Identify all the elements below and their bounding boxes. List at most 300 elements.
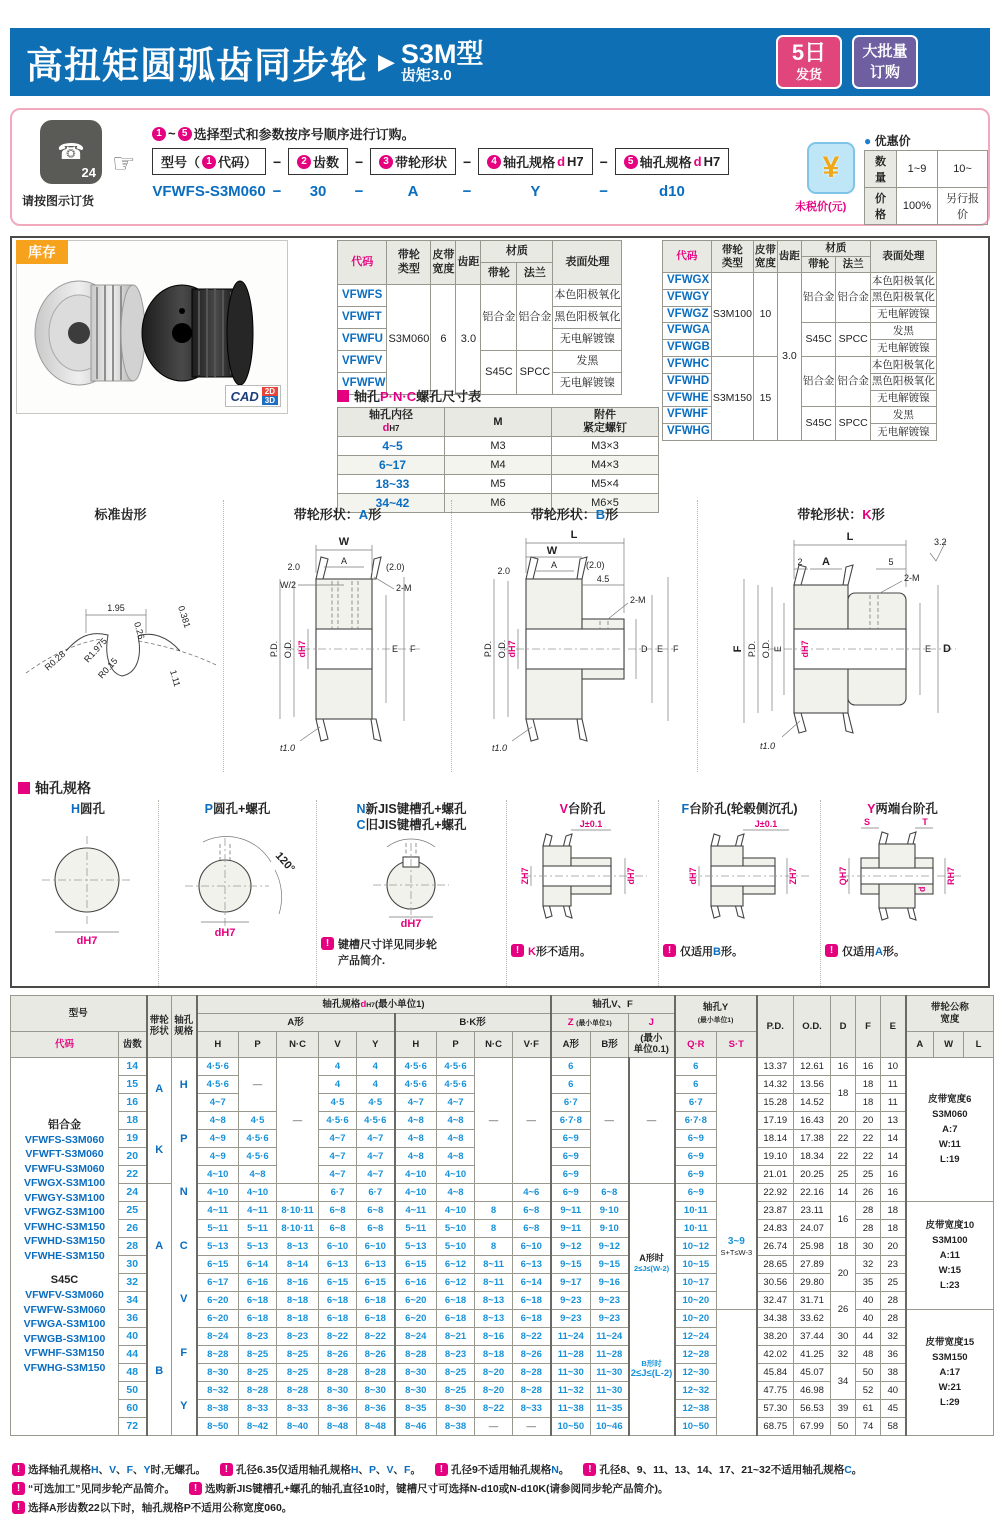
table-cell: 14: [881, 1147, 906, 1165]
table-cell: 4~10: [437, 1201, 475, 1219]
table-cell: 14.52: [794, 1093, 831, 1111]
ordering-guide: [10, 108, 990, 226]
table-cell: 18: [856, 1075, 881, 1093]
table-cell: 10~20: [675, 1291, 717, 1309]
svg-text:O.D.: O.D.: [283, 639, 293, 659]
table-cell: 8~26: [319, 1345, 357, 1363]
table-cell: VFWHC: [663, 356, 712, 373]
note-icon: !: [825, 944, 838, 957]
table-cell: 4~8: [197, 1111, 239, 1129]
table-cell: —: [475, 1057, 513, 1183]
table-cell: 8~30: [395, 1363, 437, 1381]
table-cell: 8~25: [437, 1363, 475, 1381]
table-cell: 6~18: [513, 1291, 551, 1309]
table-cell: 17.19: [757, 1111, 794, 1129]
table-cell: Q·R: [675, 1032, 717, 1058]
table-cell: 本色阳极氧化: [870, 356, 936, 373]
table-cell: —: [239, 1057, 277, 1111]
table-cell: 6~18: [357, 1291, 395, 1309]
table-cell: 4·5·6: [395, 1075, 437, 1093]
table-cell: 9·10: [591, 1201, 629, 1219]
table-cell: [717, 1309, 757, 1435]
table-cell: 附件 紧定螺钉: [552, 408, 659, 437]
footnote: ! “可选加工”见同步轮产品简介。: [12, 1481, 175, 1496]
table-cell: 4~11: [239, 1201, 277, 1219]
svg-text:W: W: [546, 545, 558, 557]
table-cell: 9~23: [591, 1309, 629, 1327]
table-cell: 4~10: [197, 1165, 239, 1183]
table-cell: 4~5: [338, 437, 445, 456]
table-cell: 26: [856, 1183, 881, 1201]
table-cell: 法兰: [836, 257, 871, 273]
table-cell: 皮带 宽度: [431, 241, 456, 285]
table-cell: N·C: [277, 1032, 319, 1058]
svg-text:120°: 120°: [272, 849, 297, 875]
table-cell: 32: [119, 1273, 147, 1291]
note-icon: !: [12, 1501, 25, 1514]
table-cell: 4·5·6: [319, 1111, 357, 1129]
table-cell: —: [513, 1417, 551, 1435]
table-cell: 齿数: [119, 1032, 147, 1058]
table-cell: 4: [319, 1057, 357, 1075]
svg-text:RH7: RH7: [946, 866, 956, 885]
table-cell: A: [906, 1032, 934, 1058]
svg-text:2: 2: [797, 557, 803, 567]
table-cell: 8~28: [513, 1363, 551, 1381]
table-cell: 26.74: [757, 1237, 794, 1255]
table-cell: 9~12: [551, 1237, 591, 1255]
note-icon: !: [220, 1463, 233, 1476]
shape-a-title: 带轮形状：A形: [293, 507, 382, 522]
table-cell: 74: [856, 1417, 881, 1435]
table-cell: 8~20: [475, 1363, 513, 1381]
table-cell: 轴孔规格dH7(最小单位1): [197, 996, 551, 1014]
bore-panel-nc: N新JIS键槽孔+螺孔 C旧JIS键槽孔+螺孔 dH7 ! 键槽尺寸详见同步轮 产品简介.: [316, 800, 506, 986]
table-cell: 9~15: [591, 1255, 629, 1273]
svg-text:A: A: [340, 556, 348, 566]
svg-text:T: T: [922, 817, 928, 827]
svg-text:P.D.: P.D.: [747, 640, 757, 658]
bore-f-note: ! 仅适用B形。: [659, 941, 820, 961]
table-cell: B·K形: [395, 1014, 551, 1032]
table-cell: 6·7: [675, 1093, 717, 1111]
table-cell: 46.98: [794, 1381, 831, 1399]
table-cell: M5: [445, 475, 552, 494]
table-cell: 44: [119, 1345, 147, 1363]
table-cell: VFWHF: [663, 407, 712, 424]
svg-text:P.D.: P.D.: [483, 640, 493, 658]
pulley-shape-diagrams: [18, 500, 984, 772]
price-cell: 数量: [865, 151, 897, 188]
table-cell: 4~8: [239, 1165, 277, 1183]
table-cell: 8~48: [357, 1417, 395, 1435]
table-cell: 17.38: [794, 1129, 831, 1147]
table-cell: 表面处理: [870, 241, 936, 273]
table-cell: 36: [881, 1345, 906, 1363]
stock-table-right: [662, 240, 937, 441]
formula-box: 4 轴孔规格 d H7: [478, 148, 593, 175]
table-cell: 6~18: [357, 1309, 395, 1327]
svg-text:dH7: dH7: [507, 640, 517, 658]
table-cell: S45C: [481, 351, 517, 395]
formula-box: 5 轴孔规格 d H7: [615, 148, 730, 175]
tooth-profile-title: 标准齿形: [94, 507, 147, 522]
table-cell: 8~28: [319, 1363, 357, 1381]
table-cell: 4·5·6: [197, 1075, 239, 1093]
table-cell: 10~46: [591, 1417, 629, 1435]
table-cell: 4: [357, 1057, 395, 1075]
table-cell: 28: [856, 1219, 881, 1237]
table-cell: P: [437, 1032, 475, 1058]
table-cell: 12~24: [675, 1327, 717, 1345]
table-cell: L: [964, 1032, 994, 1058]
svg-text:ZH7: ZH7: [788, 867, 798, 885]
spec-section: [10, 236, 990, 988]
table-cell: 6: [675, 1075, 717, 1093]
table-cell: 50: [119, 1381, 147, 1399]
table-cell: 8~24: [197, 1327, 239, 1345]
phone-order-icon: ☎ 24: [40, 120, 102, 184]
table-cell: 发黑: [870, 407, 936, 424]
table-cell: 4~7: [357, 1147, 395, 1165]
example-value: A: [407, 183, 419, 200]
shape-k-diagram: [697, 500, 984, 772]
footnote: ! 选择A形齿数22以下时，轴孔规格P不适用公称宽度060。: [12, 1500, 292, 1515]
table-cell: 代码: [338, 241, 387, 285]
table-cell: 18: [831, 1237, 856, 1255]
table-cell: 10~50: [675, 1417, 717, 1435]
table-cell: V: [319, 1032, 357, 1058]
table-cell: 18: [881, 1219, 906, 1237]
table-cell: 14: [831, 1183, 856, 1201]
table-cell: [475, 1183, 513, 1201]
formula-box: 3 带轮形状: [370, 148, 456, 175]
table-cell: 无电解镀镍: [870, 390, 936, 407]
table-cell: 9~12: [591, 1237, 629, 1255]
table-cell: 11~30: [551, 1363, 591, 1381]
table-cell: 铝合金: [801, 356, 836, 406]
price-cell: 10~: [938, 151, 988, 188]
arrow-icon: ▶: [378, 49, 395, 74]
phone-order-label: 请按图示订货: [22, 194, 95, 208]
svg-text:dH7: dH7: [400, 918, 422, 930]
table-cell: VFWFS: [338, 285, 387, 307]
table-cell: 4: [319, 1075, 357, 1093]
table-cell: 4~7: [395, 1093, 437, 1111]
table-cell: 4~8: [437, 1147, 475, 1165]
table-cell: 8~25: [437, 1381, 475, 1399]
table-cell: 4~8: [437, 1111, 475, 1129]
shape-k-title: 带轮形状：K形: [797, 507, 885, 522]
table-cell: M3×3: [552, 437, 659, 456]
table-cell: 24.07: [794, 1219, 831, 1237]
table-cell: 31.71: [794, 1291, 831, 1309]
table-cell: S3M150: [711, 356, 753, 440]
table-cell: 带轮: [481, 263, 517, 285]
table-cell: 22.92: [757, 1183, 794, 1201]
table-cell: 24.83: [757, 1219, 794, 1237]
table-cell: S45C: [801, 323, 836, 357]
table-cell: 39: [831, 1399, 856, 1417]
table-cell: 6~15: [395, 1255, 437, 1273]
table-cell: 4~8: [395, 1147, 437, 1165]
table-cell: —: [475, 1417, 513, 1435]
table-cell: S·T: [717, 1032, 757, 1058]
table-cell: 9~16: [591, 1273, 629, 1291]
table-cell: 11~38: [551, 1399, 591, 1417]
page-header: [10, 28, 990, 96]
bore-v-note: ! K形不适用。: [507, 941, 658, 961]
table-cell: 4·5: [357, 1093, 395, 1111]
table-cell: VFWFW: [338, 373, 387, 395]
table-cell: 11: [881, 1075, 906, 1093]
table-cell: 6~18: [239, 1309, 277, 1327]
table-cell: 8~33: [513, 1399, 551, 1417]
table-cell: 3~9 S+T≤W-3: [717, 1183, 757, 1309]
table-cell: 18: [831, 1075, 856, 1111]
table-cell: 40: [856, 1291, 881, 1309]
bore-panel-y: Y两端台阶孔 S T QH7 d RH7 ! 仅适用A形。: [820, 800, 984, 986]
table-cell: 14: [881, 1129, 906, 1147]
table-cell: 6~9: [551, 1129, 591, 1147]
table-cell: S45C: [801, 407, 836, 441]
table-cell: 45.07: [794, 1363, 831, 1381]
table-cell: SPCC: [836, 407, 871, 441]
table-cell: 8~22: [357, 1327, 395, 1345]
table-cell: 22.16: [794, 1183, 831, 1201]
table-cell: 6~10: [319, 1237, 357, 1255]
table-cell: 9~23: [591, 1291, 629, 1309]
table-cell: A形: [551, 1032, 591, 1058]
bore-section-title: 轴孔规格: [18, 778, 984, 798]
table-cell: 8~28: [197, 1345, 239, 1363]
table-cell: 18: [881, 1201, 906, 1219]
table-cell: 6~17: [197, 1273, 239, 1291]
svg-text:E: E: [392, 644, 399, 654]
table-cell: W: [934, 1032, 964, 1058]
table-cell: 8: [475, 1237, 513, 1255]
table-cell: 皮带 宽度: [753, 241, 777, 273]
table-cell: P.D.: [757, 996, 794, 1058]
table-cell: 68.75: [757, 1417, 794, 1435]
table-cell: 9~23: [551, 1309, 591, 1327]
note-icon: !: [435, 1463, 448, 1476]
svg-text:2-M: 2-M: [904, 573, 920, 583]
svg-text:(2.0): (2.0): [386, 562, 405, 572]
table-cell: 4·5·6: [239, 1147, 277, 1165]
bore-nc-note: ! 键槽尺寸详见同步轮 产品简介.: [317, 934, 506, 970]
table-cell: 11~28: [591, 1345, 629, 1363]
table-cell: 6~9: [675, 1183, 717, 1201]
table-cell: 5~11: [395, 1219, 437, 1237]
table-cell: 10~15: [675, 1255, 717, 1273]
table-cell: 6·7·8: [551, 1111, 591, 1129]
table-cell: 40: [881, 1381, 906, 1399]
screw-table-title: 轴孔P·N·C螺孔尺寸表: [337, 386, 659, 405]
table-cell: 19.10: [757, 1147, 794, 1165]
table-cell: 8~30: [395, 1381, 437, 1399]
table-cell: 8~26: [513, 1345, 551, 1363]
table-cell: V·F: [513, 1032, 551, 1058]
table-cell: H P N C V F Y: [172, 1057, 197, 1435]
table-cell: 11~30: [591, 1363, 629, 1381]
table-cell: 4~10: [437, 1165, 475, 1183]
svg-text:P.D.: P.D.: [269, 640, 279, 658]
table-cell: 9·10: [591, 1219, 629, 1237]
table-cell: 齿距: [456, 241, 481, 285]
table-cell: 12~32: [675, 1381, 717, 1399]
table-cell: 9~15: [551, 1255, 591, 1273]
svg-text:1.11: 1.11: [168, 668, 183, 688]
svg-text:O.D.: O.D.: [497, 639, 507, 659]
table-cell: 6~18: [513, 1309, 551, 1327]
table-cell: 8~23: [437, 1345, 475, 1363]
table-cell: 6~18: [239, 1291, 277, 1309]
table-cell: 本色阳极氧化: [553, 285, 622, 307]
table-cell: J: [629, 1014, 675, 1032]
table-cell: 12~28: [675, 1345, 717, 1363]
table-cell: 材质: [481, 241, 553, 263]
table-cell: 8: [475, 1201, 513, 1219]
table-cell: 8~50: [197, 1417, 239, 1435]
shape-a-diagram: [223, 500, 451, 772]
table-cell: 6~18: [319, 1309, 357, 1327]
screw-size-table: [337, 407, 659, 513]
svg-text:dH7: dH7: [688, 867, 698, 885]
table-cell: 10: [881, 1057, 906, 1075]
table-cell: (最小 单位0.1): [629, 1032, 675, 1058]
price-table: [864, 150, 988, 225]
svg-text:dH7: dH7: [76, 934, 98, 947]
table-cell: 37.44: [794, 1327, 831, 1345]
table-cell: 6~18: [319, 1291, 357, 1309]
svg-text:A: A: [822, 556, 830, 568]
note-icon: !: [583, 1463, 596, 1476]
table-cell: 4·5·6: [357, 1111, 395, 1129]
table-cell: 轴孔内径 dH7: [338, 408, 445, 437]
table-cell: VFWGA: [663, 323, 712, 340]
svg-text:R1.975: R1.975: [82, 636, 109, 665]
table-cell: 20: [856, 1111, 881, 1129]
table-cell: 轴孔 规格: [172, 996, 197, 1058]
table-cell: 5~13: [395, 1237, 437, 1255]
table-cell: VFWGB: [663, 340, 712, 357]
table-cell: 50: [856, 1363, 881, 1381]
table-cell: 8~21: [437, 1327, 475, 1345]
table-cell: 61: [856, 1399, 881, 1417]
table-cell: 22: [831, 1129, 856, 1147]
table-cell: 22: [856, 1147, 881, 1165]
svg-text:5: 5: [888, 557, 894, 567]
table-cell: 6~18: [437, 1291, 475, 1309]
svg-text:t1.0: t1.0: [492, 743, 508, 753]
table-cell: 发黑: [870, 323, 936, 340]
svg-text:J±0.1: J±0.1: [579, 818, 603, 829]
table-cell: 32: [881, 1327, 906, 1345]
table-cell: 50: [831, 1417, 856, 1435]
section-square-icon: [18, 782, 30, 794]
table-cell: 25.98: [794, 1237, 831, 1255]
table-cell: A B: [147, 1183, 172, 1435]
ordering-instruction: 1 ~ 5 选择型式和参数按序号顺序进行订购。: [152, 124, 415, 143]
stock-table-left: [337, 240, 622, 395]
price-cell: 价格: [865, 188, 897, 225]
table-cell: 8: [475, 1219, 513, 1237]
table-cell: 轴孔Y (最小单位1): [675, 996, 757, 1032]
table-cell: 11~30: [591, 1381, 629, 1399]
table-cell: 8~33: [277, 1399, 319, 1417]
table-cell: 23.11: [794, 1201, 831, 1219]
table-cell: 28: [856, 1201, 881, 1219]
svg-text:W/2: W/2: [279, 580, 296, 590]
table-cell: 带轮 形状: [147, 996, 172, 1058]
table-cell: 6~9: [675, 1165, 717, 1183]
section-square-icon: [337, 390, 349, 402]
screw-size-block: [337, 386, 659, 513]
stock-tag: 库存: [16, 240, 68, 264]
table-cell: 4~7: [437, 1093, 475, 1111]
table-cell: 8~30: [319, 1381, 357, 1399]
table-cell: A形时 2≤J≤(W-2) B形时 2≤J≤(L-2): [629, 1183, 675, 1435]
table-cell: 6~20: [197, 1309, 239, 1327]
table-cell: 黑色阳极氧化: [870, 289, 936, 306]
table-cell: 无电解镀镍: [870, 424, 936, 441]
table-cell: 8~16: [475, 1327, 513, 1345]
table-cell: 8~28: [277, 1381, 319, 1399]
price-cell: 另行报价: [938, 188, 988, 225]
table-cell: H: [197, 1032, 239, 1058]
table-cell: 6~9: [551, 1183, 591, 1201]
table-cell: 25: [831, 1165, 856, 1183]
table-cell: Y: [357, 1032, 395, 1058]
table-cell: 铝合金: [801, 273, 836, 323]
circle-number-1: 1: [152, 127, 166, 141]
table-cell: 4~11: [395, 1201, 437, 1219]
footnote: ! 孔径6.35仅适用轴孔规格H、P、V、F。: [220, 1462, 421, 1477]
bore-panel-h: H圆孔 dH7: [18, 800, 158, 986]
table-cell: 6·7: [319, 1183, 357, 1201]
table-cell: 4~8: [395, 1129, 437, 1147]
table-cell: M5×4: [552, 475, 659, 494]
tooth-pitch: 齿矩3.0: [400, 67, 452, 85]
table-cell: 14: [119, 1057, 147, 1075]
svg-text:dH7: dH7: [297, 640, 307, 658]
table-cell: 30: [831, 1327, 856, 1345]
table-cell: 67.99: [794, 1417, 831, 1435]
table-cell: 32: [856, 1255, 881, 1273]
table-cell: 8~22: [513, 1327, 551, 1345]
table-cell: 42.02: [757, 1345, 794, 1363]
table-cell: 11: [881, 1093, 906, 1111]
page-title: 高扭矩圆弧齿同步轮: [26, 45, 368, 86]
formula-box: 型号（ 1 代码）: [152, 148, 266, 175]
footnote: ! 选购新JIS键槽孔+螺孔的轴孔直径10时，键槽尺寸可选择N-d10或N-d10K(请参阅同步轮产品简介)。: [189, 1481, 669, 1496]
svg-text:4.5: 4.5: [596, 574, 610, 584]
table-cell: 11~24: [551, 1327, 591, 1345]
table-cell: VFWGX: [663, 273, 712, 290]
table-cell: 6~10: [513, 1237, 551, 1255]
table-cell: 22: [831, 1147, 856, 1165]
table-cell: 材质: [801, 241, 870, 257]
table-cell: 6~8: [513, 1219, 551, 1237]
table-cell: M3: [445, 437, 552, 456]
table-cell: A K: [147, 1057, 172, 1183]
table-cell: 10~20: [675, 1309, 717, 1327]
table-cell: 6~15: [319, 1273, 357, 1291]
table-cell: 19: [119, 1129, 147, 1147]
dimension-table: [10, 995, 994, 1436]
table-cell: S3M060: [387, 285, 431, 395]
